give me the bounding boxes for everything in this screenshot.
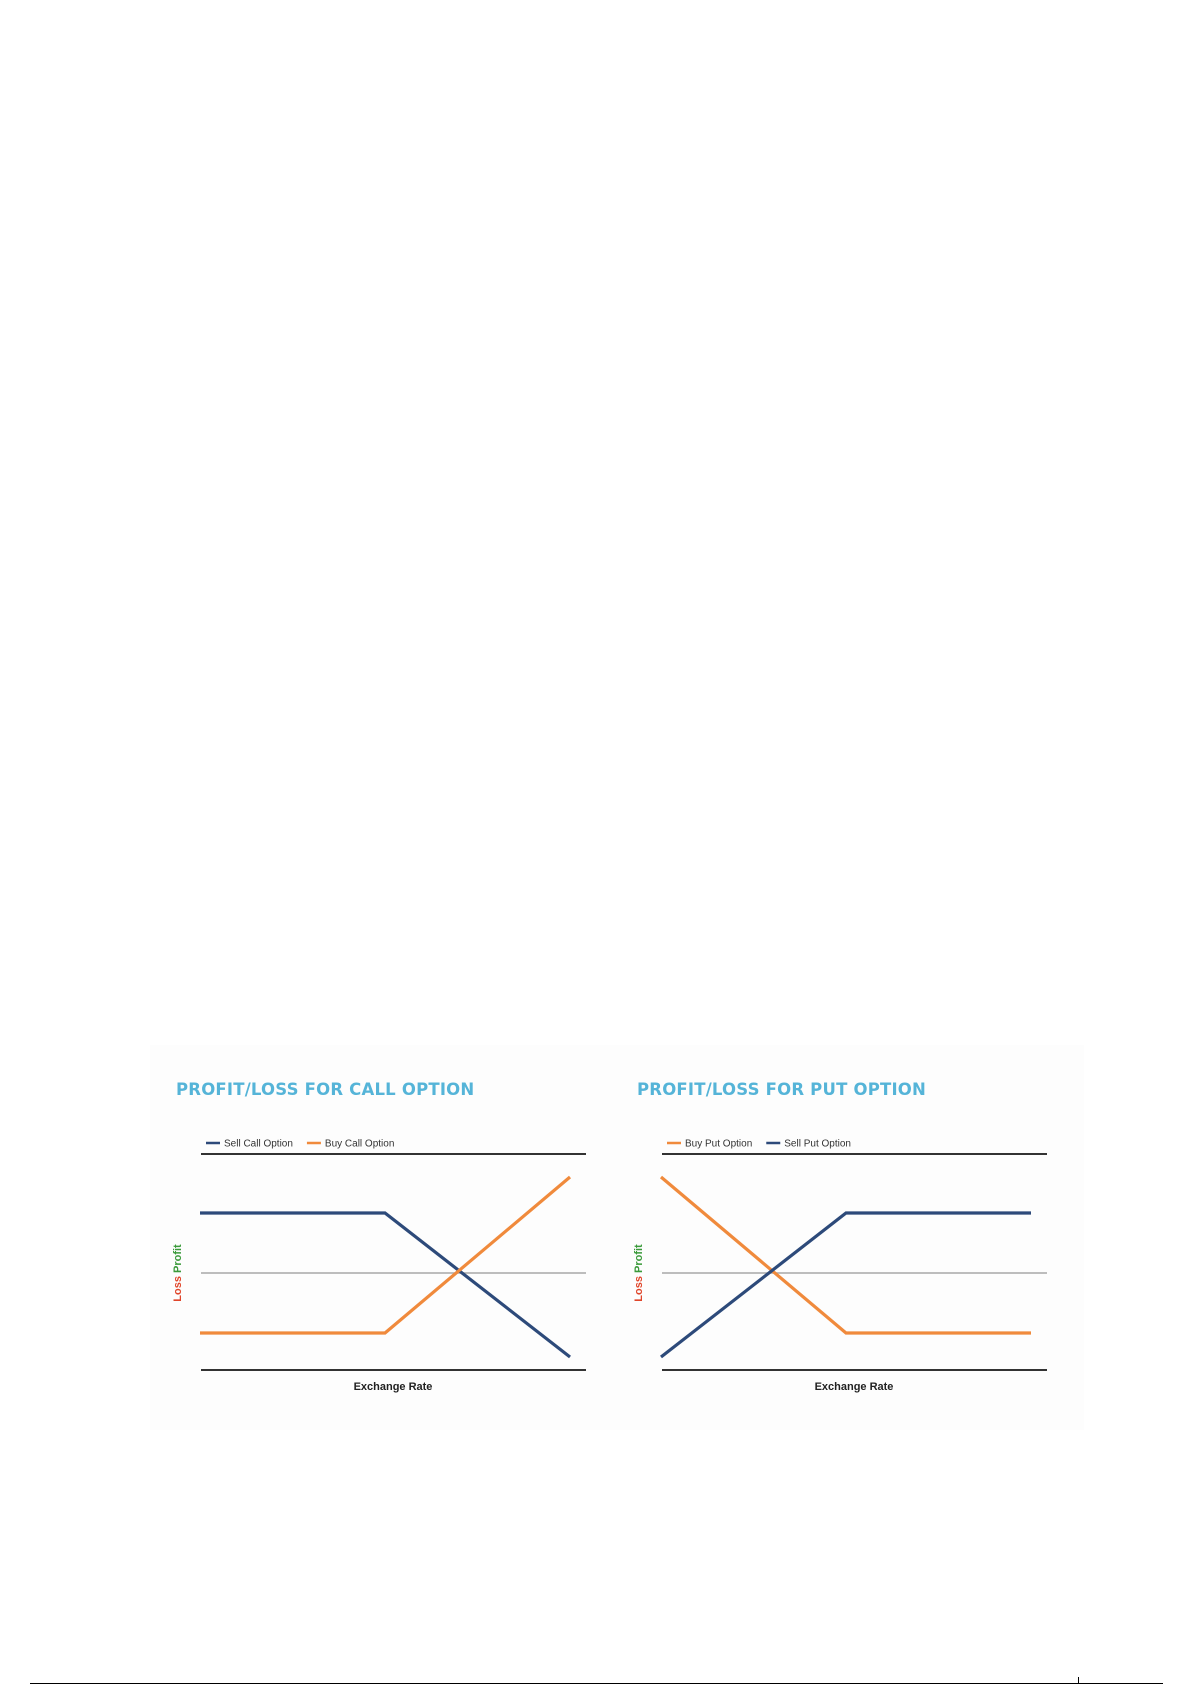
legend-label: Sell Call Option <box>224 1138 293 1150</box>
y-label-loss: Loss <box>172 1273 184 1302</box>
legend-label: Sell Put Option <box>784 1138 851 1150</box>
y-label-profit: Profit <box>633 1244 645 1273</box>
call-chart-title: PROFIT/LOSS FOR CALL OPTION <box>176 1080 475 1099</box>
y-axis-label-text <box>633 1244 645 1302</box>
option-payoff-figure <box>150 1045 1084 1430</box>
call-option-chart <box>150 1045 590 1430</box>
y-label-profit: Profit <box>172 1244 184 1273</box>
y-label-loss: Loss <box>633 1273 645 1302</box>
series-line <box>200 1177 570 1333</box>
x-axis-title: Exchange Rate <box>814 1381 894 1393</box>
page-bottom-rule <box>30 1683 1163 1684</box>
y-axis-label-text <box>172 1244 184 1302</box>
page-bottom-tick <box>1078 1677 1079 1683</box>
put-option-chart <box>611 1045 1051 1430</box>
series-line <box>661 1213 1031 1357</box>
y-axis-label <box>172 1244 184 1302</box>
y-axis-label <box>633 1244 645 1302</box>
legend-label: Buy Put Option <box>685 1138 753 1150</box>
put-chart-title: PROFIT/LOSS FOR PUT OPTION <box>637 1080 927 1099</box>
series-line <box>200 1213 570 1357</box>
series-line <box>661 1177 1031 1333</box>
legend-label: Buy Call Option <box>324 1138 395 1150</box>
x-axis-title: Exchange Rate <box>353 1381 433 1393</box>
